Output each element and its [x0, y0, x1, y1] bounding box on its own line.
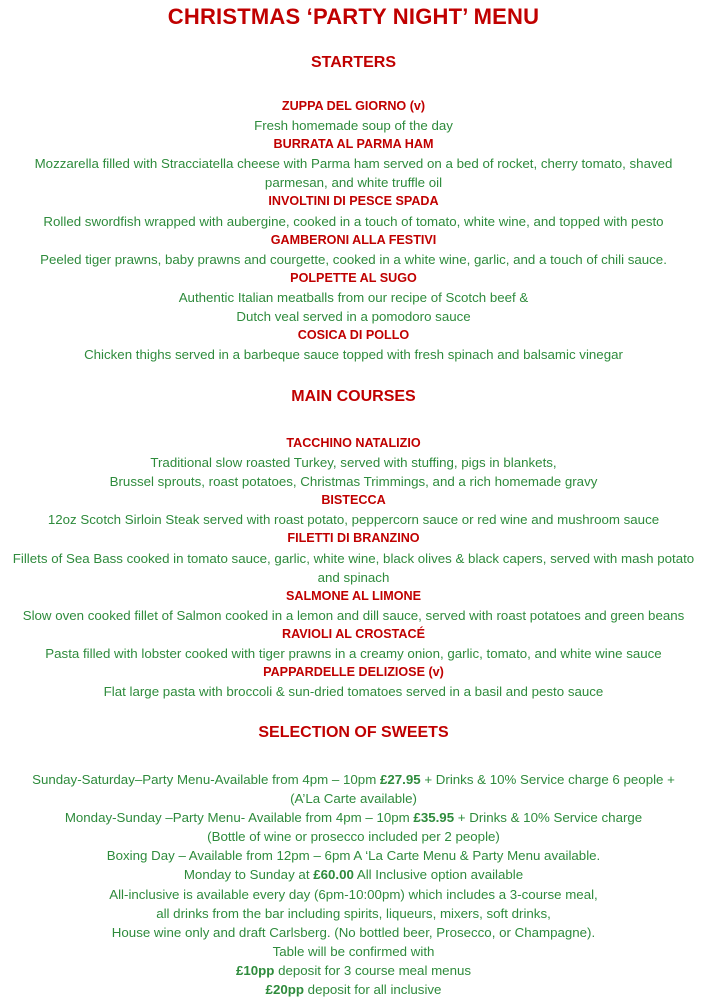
dish-name: BISTECCA	[321, 493, 386, 508]
dish-name: RAVIOLI AL CROSTACÉ	[282, 626, 425, 641]
dish-name: INVOLTINI DI PESCE SPADA	[268, 194, 439, 209]
dish-description: Traditional slow roasted Turkey, served with stuffing, pigs in blankets,	[150, 455, 557, 471]
main-courses-list	[0, 434, 707, 701]
dish-name: PAPPARDELLE DELIZIOSE (v)	[263, 665, 444, 680]
info-text: + Drinks & 10% Service charge 6 people +	[420, 772, 675, 787]
info-text: all drinks from the bar including spirits, liqueurs, mixers, soft drinks,	[156, 905, 551, 921]
dish-description: and spinach	[317, 569, 390, 585]
info-line	[0, 865, 707, 884]
info-text: Table will be confirmed with	[272, 943, 435, 959]
dish-name: FILETTI DI BRANZINO	[287, 531, 420, 546]
info-line	[0, 980, 707, 999]
booking-info	[0, 770, 707, 999]
dish-name: POLPETTE AL SUGO	[290, 270, 417, 285]
info-line	[0, 904, 707, 923]
price-text: £60.00	[313, 867, 354, 883]
dish-description: Fresh homemade soup of the day	[254, 118, 453, 134]
dish-description: Dutch veal served in a pomodoro sauce	[236, 309, 471, 325]
dish-description: Chicken thighs served in a barbeque sauce topped with fresh spinach and balsamic vinegar	[84, 347, 623, 363]
info-text: Boxing Day – Available from 12pm – 6pm A ‘La Carte Menu & Party Menu available.	[106, 848, 601, 864]
starters-list	[0, 97, 707, 364]
price-text: £35.95	[413, 810, 455, 826]
info-line	[0, 942, 707, 961]
info-line	[0, 827, 707, 846]
dish-description: Rolled swordfish wrapped with aubergine, cooked in a touch of tomato, white wine, and topped with pesto	[43, 213, 664, 229]
dish-description: 12oz Scotch Sirloin Steak served with roast potato, peppercorn sauce or red wine and mushroom sauce	[47, 512, 660, 528]
main-courses-heading: MAIN COURSES	[291, 388, 416, 405]
info-text: deposit for all inclusive	[303, 982, 442, 998]
dish-name: COSICA DI POLLO	[297, 328, 410, 343]
info-text: All Inclusive option available	[353, 867, 524, 883]
dish-description: Fillets of Sea Bass cooked in tomato sauce, garlic, white wine, black olives & black capers, served with mash potato	[12, 550, 695, 566]
dish-description: Peeled tiger prawns, baby prawns and courgette, cooked in a white wine, garlic, and a touch of chili sauce.	[40, 251, 667, 267]
dish-name: ZUPPA DEL GIORNO (v)	[281, 99, 426, 113]
info-line	[0, 808, 707, 827]
info-text: Monday to Sunday at	[183, 867, 314, 883]
info-text: (Bottle of wine or prosecco included per 2 people)	[207, 829, 500, 845]
info-line	[0, 789, 707, 808]
dish-name: SALMONE AL LIMONE	[285, 588, 422, 603]
info-line	[0, 846, 707, 865]
info-text: (A’La Carte available)	[290, 791, 417, 807]
price-text: £20pp	[265, 982, 304, 998]
price-text: £27.95	[379, 772, 421, 787]
info-line	[0, 961, 707, 980]
dish-description: Pasta filled with lobster cooked with tiger prawns in a creamy onion, garlic, tomato, and white wine sauce	[45, 646, 662, 662]
info-text: Sunday-Saturday–Party Menu-Available from 4pm – 10pm	[32, 772, 380, 787]
starters-heading: STARTERS	[310, 54, 397, 71]
sweets-heading: SELECTION OF SWEETS	[258, 724, 449, 741]
dish-description: parmesan, and white truffle oil	[264, 175, 443, 191]
info-line	[0, 770, 707, 789]
dish-description: Brussel sprouts, roast potatoes, Christmas Trimmings, and a rich homemade gravy	[109, 474, 598, 490]
info-line	[0, 885, 707, 904]
menu-title: CHRISTMAS ‘PARTY NIGHT’ MENU	[167, 4, 540, 29]
dish-description: Slow oven cooked fillet of Salmon cooked in a lemon and dill sauce, served with roast potatoes and green beans	[22, 607, 685, 623]
info-text: + Drinks & 10% Service charge	[454, 810, 643, 826]
price-text: £10pp	[235, 962, 275, 978]
info-text: House wine only and draft Carlsberg. (No bottled beer, Prosecco, or Champagne).	[111, 924, 596, 940]
dish-name: TACCHINO NATALIZIO	[286, 436, 421, 450]
dish-name: GAMBERONI ALLA FESTIVI	[270, 232, 437, 247]
dish-description: Mozzarella filled with Stracciatella cheese with Parma ham served on a bed of rocket, cherry tomato, shaved	[34, 156, 673, 172]
info-line	[0, 923, 707, 942]
info-text: All-inclusive is available every day (6pm-10:00pm) which includes a 3-course meal,	[109, 886, 598, 902]
dish-name: BURRATA AL PARMA HAM	[273, 137, 434, 152]
info-text: deposit for 3 course meal menus	[274, 962, 472, 978]
dish-description: Authentic Italian meatballs from our recipe of Scotch beef &	[178, 289, 529, 305]
info-text: Monday-Sunday –Party Menu- Available from 4pm – 10pm	[64, 810, 414, 826]
dish-description: Flat large pasta with broccoli & sun-dried tomatoes served in a basil and pesto sauce	[103, 684, 604, 700]
